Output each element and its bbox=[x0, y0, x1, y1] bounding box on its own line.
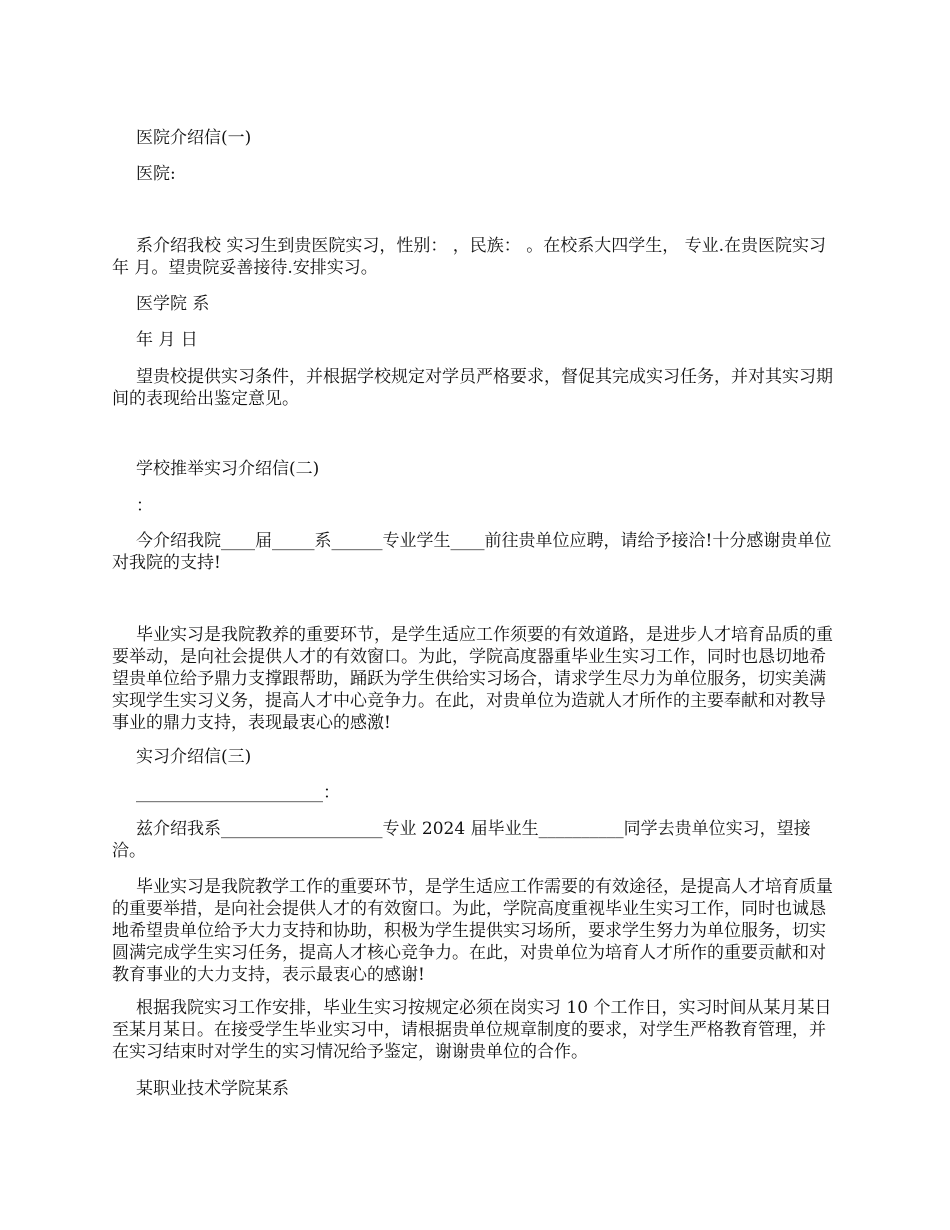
section1-date: 年 月 日 bbox=[136, 330, 198, 350]
section3-paragraph1: 毕业实习是我院教学工作的重要环节，是学生适应工作需要的有效途径，是提高人才培育质量的重要举措，是向社会提供人才的有效窗口。为此，学院高度重视毕业生实习工作，同时也诚恳地希望贵单位给予大力支持和协助，积极为学生提供实习场所，要求学生努力为单位服务，切实圆满完成学生实习任务，提高人才核心竞争力。在此，对贵单位为培育人才所作的重要贡献和对教育事业的大力支持，表示最衷心的感谢! bbox=[112, 877, 833, 985]
section2-title: 学校推举实习介绍信(二) bbox=[136, 459, 320, 479]
section1-title: 医院介绍信(一) bbox=[136, 128, 252, 148]
section2-salutation: ： bbox=[136, 496, 153, 516]
section1-body: 系介绍我校 实习生到贵医院实习，性别： ，民族： 。在校系大四学生， 专业.在贵医院实习 年 月。望贵院妥善接待.安排实习。 bbox=[112, 236, 827, 278]
section3-title: 实习介绍信(三) bbox=[136, 747, 252, 767]
section3-paragraph2: 根据我院实习工作安排，毕业生实习按规定必须在岗实习 10 个工作日，实习时间从某月某日至某月某日。在接受学生毕业实习中，请根据贵单位规章制度的要求，对学生严格教育管理，并在实习结束时对学生的实习情况给予鉴定，谢谢贵单位的合作。 bbox=[112, 998, 832, 1062]
section2-body: 今介绍我院____届_____系______专业学生____前往贵单位应聘，请给予接洽!十分感谢贵单位对我院的支持! bbox=[112, 531, 832, 573]
section2-paragraph: 毕业实习是我院教养的重要环节，是学生适应工作须要的有效道路，是进步人才培育品质的重要举动，是向社会提供人才的有效窗口。为此，学院高度器重毕业生实习工作，同时也恳切地希望贵单位给予鼎力支撑跟帮助，踊跃为学生供给实习场合，请求学生尽力为单位服务，切实美满实现学生实习义务，提高人才中心竞争力。在此，对贵单位为造就人才所作的主要奉献和对教导事业的鼎力支持，表现最衷心的感激! bbox=[112, 625, 833, 733]
section3-signature: 某职业技术学院某系 bbox=[136, 1079, 289, 1099]
section1-closing: 望贵校提供实习条件，并根据学校规定对学员严格要求，督促其完成实习任务，并对其实习期间的表现给出鉴定意见。 bbox=[112, 367, 833, 409]
section3-salutation: ______________________： bbox=[136, 783, 340, 803]
section3-body: 兹介绍我系___________________专业 2024 届毕业生__________同学去贵单位实习，望接洽。 bbox=[112, 819, 811, 861]
section1-sender: 医学院 系 bbox=[136, 294, 210, 314]
section1-salutation: 医院: bbox=[136, 164, 176, 184]
